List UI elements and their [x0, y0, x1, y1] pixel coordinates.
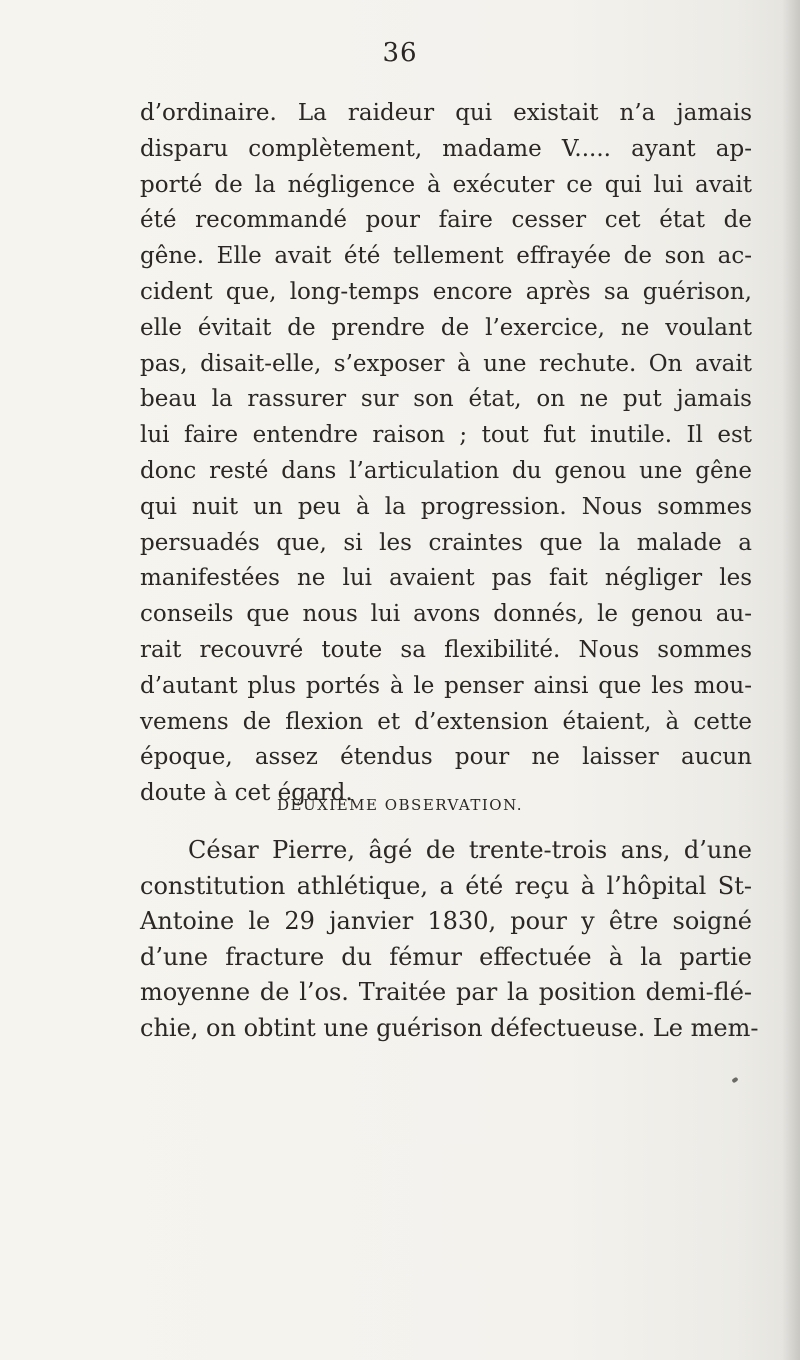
text-line: rait recouvré toute sa flexibilité. Nous sommes	[140, 636, 752, 663]
text-line: porté de la négligence à exécuter ce qui lui avait	[140, 171, 752, 198]
text-line: César Pierre, âgé de trente-trois ans, d’une	[188, 836, 752, 864]
text-line: conseils que nous lui avons donnés, le genou au-	[140, 601, 752, 628]
paragraph-second-observation	[140, 833, 759, 1047]
text-line: d’autant plus portés à le penser ainsi que les mou-	[140, 672, 752, 699]
text-line: Antoine le 29 janvier 1830, pour y être soigné	[140, 907, 752, 936]
text-line: moyenne de l’os. Traitée par la position demi-flé-	[140, 978, 752, 1007]
text-line: constitution athlétique, a été reçu à l’hôpital St-	[140, 871, 752, 900]
text-line: d’ordinaire. La raideur qui existait n’a jamais	[140, 100, 752, 126]
page-number: 36	[382, 38, 418, 68]
text-line: doute à cet égard.	[140, 780, 353, 807]
text-line: persuadés que, si les craintes que la malade a	[140, 529, 752, 556]
text-line: qui nuit un peu à la progression. Nous sommes	[140, 493, 752, 520]
text-line: pas, disait-elle, s’exposer à une rechute. On avait	[140, 350, 752, 377]
text-line: d’une fracture du fémur effectuée à la partie	[140, 942, 752, 971]
text-line: donc resté dans l’articulation du genou une gêne	[140, 457, 752, 484]
page-edge-shadow	[782, 0, 800, 1360]
ink-speck	[731, 1077, 738, 1084]
text-line: lui faire entendre raison ; tout fut inutile. Il est	[140, 422, 752, 449]
paragraph-first-observation-end	[140, 96, 752, 812]
text-line: disparu complètement, madame V..... ayant ap-	[140, 135, 752, 162]
text-line: chie, on obtint une guérison défectueuse. Le mem-	[140, 1013, 759, 1042]
text-line: gêne. Elle avait été tellement effrayée de son ac-	[140, 243, 752, 270]
text-line: beau la rassurer sur son état, on ne put jamais	[140, 386, 752, 413]
text-line: été recommandé pour faire cesser cet état de	[140, 207, 752, 234]
section-heading: DEUXIÈME OBSERVATION.	[276, 796, 524, 814]
text-line: manifestées ne lui avaient pas fait négliger les	[140, 565, 752, 592]
text-line: elle évitait de prendre de l’exercice, ne voulant	[140, 314, 752, 341]
text-line: vemens de flexion et d’extension étaient, à cette	[140, 708, 752, 735]
text-line: époque, assez étendus pour ne laisser aucun	[140, 744, 752, 771]
text-line: cident que, long-temps encore après sa guérison,	[140, 278, 752, 305]
